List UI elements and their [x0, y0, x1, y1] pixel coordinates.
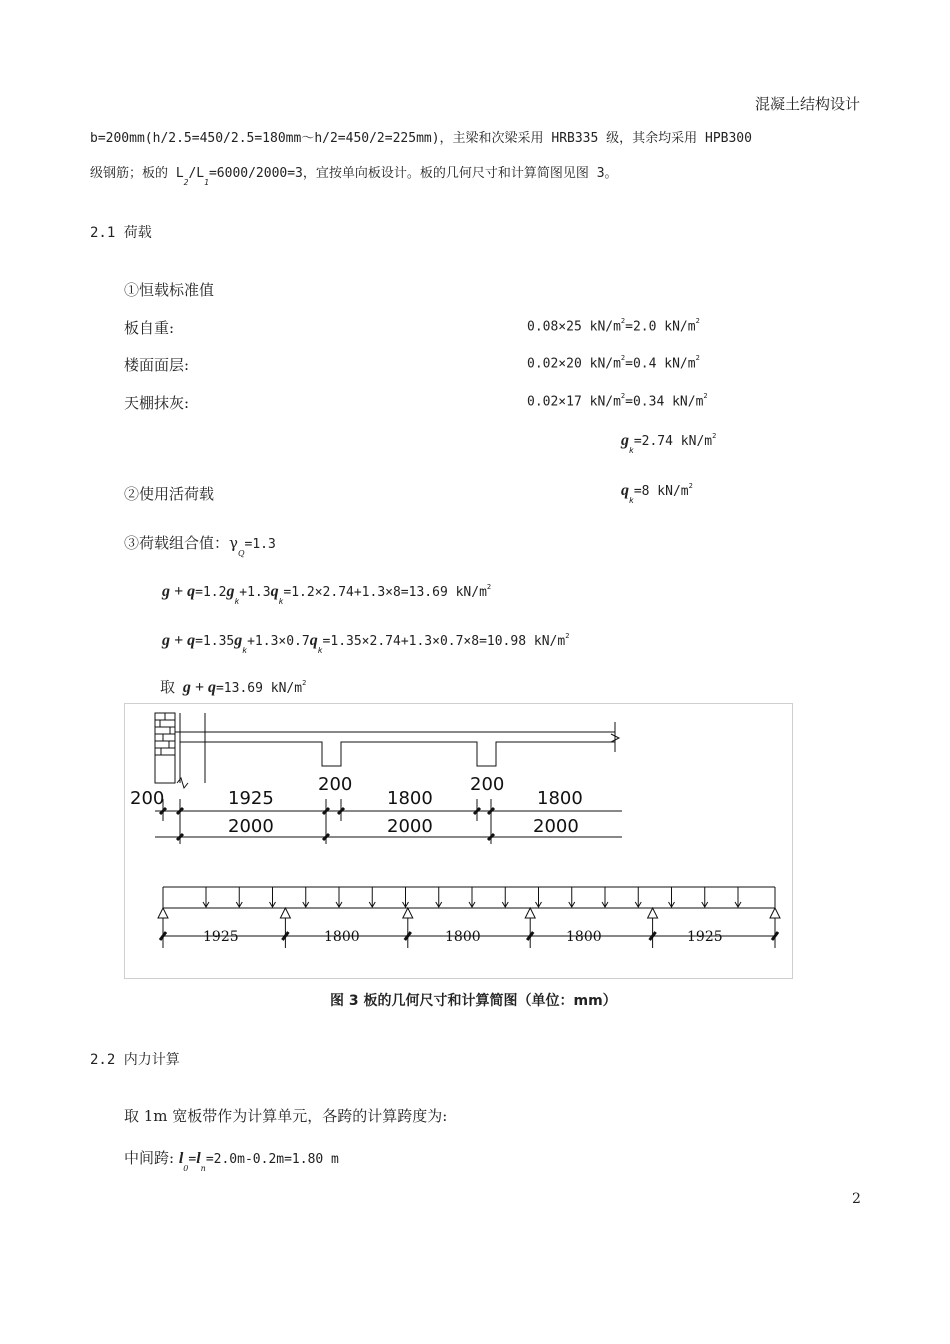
- calc-span-1: 1925: [203, 929, 239, 945]
- exponent: 2: [565, 631, 570, 640]
- dim-label-bay-3: 2000: [533, 816, 579, 837]
- figure-caption: 图 3 板的几何尺寸和计算简图（单位：mm）: [330, 993, 617, 1009]
- middle-span-formula: [124, 1147, 339, 1173]
- subscript: n: [200, 1164, 206, 1173]
- symbol: g + q: [182, 679, 216, 696]
- dim-label-wall: 200: [130, 788, 165, 809]
- value-text: =2.0 kN/m: [625, 319, 696, 335]
- dimension-ticks: [160, 808, 494, 840]
- value-text: =1.35×2.74+1.3×0.7×8=10.98 kN/m: [322, 634, 566, 649]
- load-arrow: [403, 887, 409, 907]
- value-text: =1.3: [244, 537, 276, 552]
- slab-drawing: [125, 704, 792, 978]
- exponent: 2: [486, 582, 492, 591]
- wall-support: [155, 713, 205, 788]
- subscript: 1: [204, 177, 209, 187]
- load-arrow: [236, 887, 242, 907]
- exponent: 2: [620, 354, 626, 362]
- dead-load-value-2: [527, 356, 700, 371]
- subscript: 2: [183, 177, 189, 187]
- value-text: =1.2×2.74+1.3×8=13.69 kN/m: [283, 585, 487, 600]
- dim-label-span-2: 1800: [387, 788, 433, 809]
- running-header: 混凝土结构设计: [754, 95, 860, 113]
- subscript: k: [278, 596, 284, 606]
- value-text: =2.74 kN/m: [633, 434, 713, 449]
- combo-text: ③荷载组合值：γ: [124, 534, 238, 552]
- load-arrow: [303, 887, 309, 907]
- load-arrow: [369, 887, 375, 907]
- calc-unit-text: 取 1m 宽板带作为计算单元，各跨的计算跨度为:: [124, 1107, 448, 1125]
- load-arrow: [469, 887, 475, 907]
- span-text: [203, 929, 723, 945]
- dead-load-value-3: [527, 394, 708, 409]
- intro-line-1: b=200mm(h/2.5=450/2.5=180mm～h/2=450/2=225mm)，主梁和次梁采用 HRB335 级，其余均采用 HPB300: [90, 131, 752, 146]
- subscript: k: [317, 645, 323, 655]
- exponent: 2: [703, 392, 708, 400]
- value-text: =: [188, 1152, 197, 1167]
- dimension-text: [130, 774, 583, 837]
- live-load-heading: ②使用活荷载: [124, 485, 215, 503]
- section-2-2-title: 2.2 内力计算: [90, 1052, 180, 1068]
- intro-text: =6000/2000=3，宜按单向板设计。板的几何尺寸和计算简图见图 3。: [208, 166, 618, 181]
- value-text: =1.2: [195, 585, 227, 600]
- qk-value: [621, 481, 693, 505]
- subscript: k: [629, 495, 634, 505]
- value-text: +1.3: [239, 585, 271, 600]
- load-arrow: [602, 887, 608, 907]
- value-text: =0.34 kN/m: [625, 394, 704, 410]
- value-text: +1.3×0.7: [247, 634, 310, 649]
- value-text: 0.02×20 kN/m: [527, 356, 621, 372]
- label-text: 中间跨:: [124, 1149, 175, 1167]
- load-arrow: [336, 887, 342, 907]
- page-number: 2: [852, 1191, 861, 1207]
- calc-span-3: 1800: [445, 929, 481, 945]
- calc-span-4: 1800: [566, 929, 602, 945]
- value-text: =8 kN/m: [633, 484, 689, 499]
- combo-take-value: [160, 676, 306, 697]
- symbol: q: [621, 482, 629, 499]
- support: [525, 908, 535, 918]
- dead-load-heading: ①恒载标准值: [124, 281, 215, 299]
- subscript: 0: [183, 1164, 189, 1173]
- dead-load-label-2: 楼面面层:: [124, 356, 190, 374]
- load-arrow: [436, 887, 442, 907]
- exponent: 2: [695, 354, 700, 362]
- value-text: =1.35: [195, 634, 235, 649]
- intro-line-2: [90, 162, 618, 187]
- gk-total: [621, 431, 717, 455]
- exponent: 2: [688, 481, 693, 490]
- load-arrow: [203, 887, 209, 907]
- load-arrow: [502, 887, 508, 907]
- calc-span-2: 1800: [324, 929, 360, 945]
- supports: [158, 908, 780, 918]
- dim-label-beam-1: 200: [318, 774, 353, 795]
- value-text: =13.69 kN/m: [215, 681, 303, 696]
- value-text: 0.08×25 kN/m: [527, 319, 621, 335]
- exponent: 2: [620, 392, 626, 400]
- support: [648, 908, 658, 918]
- support: [770, 908, 780, 918]
- load-arrow: [569, 887, 575, 907]
- symbol: g + q: [162, 583, 196, 600]
- support: [158, 908, 168, 918]
- combo-equation-1: [162, 582, 492, 606]
- symbol: g + q: [162, 632, 196, 649]
- dim-label-span-3: 1800: [537, 788, 583, 809]
- symbol: g: [234, 632, 243, 649]
- load-arrow: [669, 887, 675, 907]
- symbol: q: [309, 632, 318, 649]
- dim-label-bay-1: 2000: [228, 816, 274, 837]
- symbol: l: [196, 1150, 201, 1167]
- dead-load-label-3: 天棚抹灰:: [124, 394, 190, 412]
- value-text: 0.02×17 kN/m: [527, 394, 621, 410]
- dim-label-span-1: 1925: [228, 788, 274, 809]
- intro-text: 级钢筋；板的 L: [90, 166, 184, 181]
- value-text: =2.0m-0.2m=1.80 m: [205, 1152, 339, 1167]
- load-arrows: [203, 887, 741, 907]
- value-text: =0.4 kN/m: [625, 356, 696, 372]
- subscript: k: [234, 596, 240, 606]
- subscript: Q: [237, 549, 245, 558]
- load-arrow: [635, 887, 641, 907]
- load-arrow: [536, 887, 542, 907]
- combo-equation-2: [162, 631, 570, 655]
- support: [280, 908, 290, 918]
- intro-text: /L: [188, 166, 205, 181]
- slab-section: [175, 722, 619, 766]
- support: [403, 908, 413, 918]
- dim-label-bay-2: 2000: [387, 816, 433, 837]
- subscript: k: [629, 445, 634, 455]
- combo-heading: [124, 532, 276, 558]
- symbol: q: [270, 583, 279, 600]
- exponent: 2: [302, 678, 307, 687]
- take-text: 取: [160, 678, 176, 696]
- figure-3: [124, 703, 793, 979]
- subscript: k: [242, 645, 248, 655]
- dead-load-label-1: 板自重:: [124, 319, 175, 337]
- load-arrow: [735, 887, 741, 907]
- symbol: g: [621, 432, 629, 449]
- symbol: l: [178, 1150, 184, 1167]
- exponent: 2: [712, 431, 717, 440]
- exponent: 2: [695, 317, 700, 325]
- calc-span-5: 1925: [687, 929, 723, 945]
- exponent: 2: [620, 317, 626, 325]
- dim-label-beam-2: 200: [470, 774, 505, 795]
- symbol: g: [226, 583, 235, 600]
- load-arrow: [270, 887, 276, 907]
- dead-load-value-1: [527, 319, 700, 334]
- section-2-1-title: 2.1 荷载: [90, 225, 152, 241]
- load-arrow: [702, 887, 708, 907]
